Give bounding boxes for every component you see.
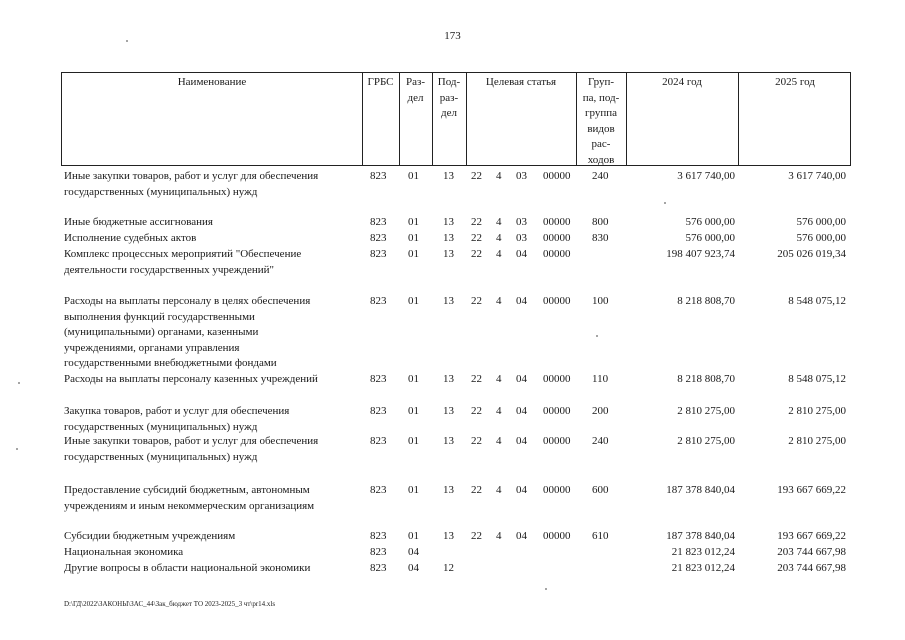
row-cs-complex: 03 bbox=[516, 170, 527, 182]
row-cs-complex: 04 bbox=[516, 373, 527, 385]
row-vid: 110 bbox=[592, 373, 609, 385]
row-cs-direction: 00000 bbox=[543, 170, 571, 182]
header-2024: 2024 год bbox=[662, 76, 702, 88]
row-cs-complex: 04 bbox=[516, 530, 527, 542]
row-name bbox=[64, 404, 359, 435]
row-name-line: Субсидии бюджетным учреждениям bbox=[64, 530, 236, 542]
row-cs-type: 4 bbox=[496, 170, 502, 182]
row-cs-direction: 00000 bbox=[543, 435, 571, 447]
row-amount-2024: 187 378 840,04 bbox=[666, 484, 735, 496]
row-cs-direction: 00000 bbox=[543, 295, 571, 307]
row-cs-type: 4 bbox=[496, 248, 502, 260]
row-grbs: 823 bbox=[370, 170, 387, 182]
row-amount-2024: 576 000,00 bbox=[685, 216, 735, 228]
row-amount-2024: 187 378 840,04 bbox=[666, 530, 735, 542]
header-vid bbox=[576, 75, 626, 168]
row-name-line: выполнения функций государственными bbox=[64, 310, 255, 323]
row-name-line: Иные бюджетные ассигнования bbox=[64, 216, 213, 228]
row-name-line: государственных (муниципальных) нужд bbox=[64, 450, 258, 463]
row-podrazdel: 13 bbox=[443, 170, 454, 182]
row-grbs: 823 bbox=[370, 484, 387, 496]
row-grbs: 823 bbox=[370, 546, 387, 558]
row-grbs: 823 bbox=[370, 295, 387, 307]
row-name-line: Другие вопросы в области национальной экономики bbox=[64, 562, 311, 574]
row-cs-direction: 00000 bbox=[543, 484, 571, 496]
row-cs-complex: 04 bbox=[516, 295, 527, 307]
row-cs-type: 4 bbox=[496, 295, 502, 307]
row-podrazdel: 13 bbox=[443, 530, 454, 542]
row-name bbox=[64, 294, 359, 372]
row-vid: 830 bbox=[592, 232, 609, 244]
row-cs-type: 4 bbox=[496, 232, 502, 244]
row-razdel: 01 bbox=[408, 248, 419, 260]
row-cs-complex: 04 bbox=[516, 405, 527, 417]
row-cs-program: 22 bbox=[471, 405, 482, 417]
row-amount-2025: 203 744 667,98 bbox=[777, 562, 846, 574]
row-cs-program: 22 bbox=[471, 530, 482, 542]
row-cs-program: 22 bbox=[471, 295, 482, 307]
row-name-line: Национальная экономика bbox=[64, 546, 184, 558]
row-cs-complex: 04 bbox=[516, 435, 527, 447]
header-vid-line: рас- bbox=[591, 138, 611, 150]
row-cs-program: 22 bbox=[471, 232, 482, 244]
row-podrazdel: 13 bbox=[443, 295, 454, 307]
row-name-line: Расходы на выплаты персоналу казенных учреждений bbox=[64, 373, 318, 385]
row-name-line: учреждениями, органами управления bbox=[64, 341, 240, 354]
row-cs-direction: 00000 bbox=[543, 216, 571, 228]
row-amount-2025: 205 026 019,34 bbox=[777, 248, 846, 260]
row-razdel: 01 bbox=[408, 232, 419, 244]
scan-speck bbox=[126, 40, 128, 42]
scan-speck bbox=[18, 382, 20, 384]
row-name-line: Закупка товаров, работ и услуг для обеспечения bbox=[64, 405, 290, 417]
row-vid: 800 bbox=[592, 216, 609, 228]
row-amount-2025: 203 744 667,98 bbox=[777, 546, 846, 558]
row-cs-direction: 00000 bbox=[543, 405, 571, 417]
header-podrazdel-line: дел bbox=[441, 107, 457, 119]
header-podrazdel-line: раз- bbox=[439, 91, 459, 104]
row-grbs: 823 bbox=[370, 248, 387, 260]
row-cs-complex: 03 bbox=[516, 216, 527, 228]
row-podrazdel: 13 bbox=[443, 216, 454, 228]
row-podrazdel: 13 bbox=[443, 248, 454, 260]
row-podrazdel: 13 bbox=[443, 435, 454, 447]
row-razdel: 01 bbox=[408, 405, 419, 417]
row-grbs: 823 bbox=[370, 232, 387, 244]
row-cs-program: 22 bbox=[471, 484, 482, 496]
row-name bbox=[64, 215, 359, 231]
row-cs-type: 4 bbox=[496, 530, 502, 542]
row-cs-direction: 00000 bbox=[543, 530, 571, 542]
row-name bbox=[64, 483, 359, 514]
row-amount-2024: 8 218 808,70 bbox=[677, 373, 735, 385]
row-name bbox=[64, 372, 359, 388]
row-grbs: 823 bbox=[370, 405, 387, 417]
row-cs-type: 4 bbox=[496, 484, 502, 496]
row-podrazdel: 13 bbox=[443, 232, 454, 244]
row-razdel: 01 bbox=[408, 295, 419, 307]
row-name bbox=[64, 247, 359, 278]
header-vid-line: Груп- bbox=[587, 76, 615, 88]
row-name-line: деятельности государственных учреждений" bbox=[64, 263, 275, 276]
header-2025: 2025 год bbox=[775, 76, 815, 88]
page-number: 173 bbox=[444, 30, 461, 42]
row-amount-2025: 2 810 275,00 bbox=[788, 435, 846, 447]
scan-speck bbox=[596, 335, 598, 337]
row-grbs: 823 bbox=[370, 562, 387, 574]
row-vid: 600 bbox=[592, 484, 609, 496]
header-vid-line: видов bbox=[587, 122, 615, 135]
row-cs-type: 4 bbox=[496, 435, 502, 447]
file-path-footer: D:\ГД\2022\ЗАКОНЫ\ЗАС_44\Зак_бюджет ТО 2023-2025_3 чт\pr14.xls bbox=[64, 600, 276, 608]
row-cs-complex: 04 bbox=[516, 484, 527, 496]
row-grbs: 823 bbox=[370, 435, 387, 447]
row-cs-program: 22 bbox=[471, 216, 482, 228]
row-cs-type: 4 bbox=[496, 405, 502, 417]
row-name bbox=[64, 434, 359, 465]
row-name-line: государственных (муниципальных) нужд bbox=[64, 185, 258, 198]
header-vid-line: группа bbox=[584, 107, 618, 119]
row-cs-program: 22 bbox=[471, 170, 482, 182]
scan-speck bbox=[16, 448, 18, 450]
row-name-line: Предоставление субсидий бюджетным, автономным bbox=[64, 484, 310, 496]
row-name-line: (муниципальными) органами, казенными bbox=[64, 326, 259, 338]
row-amount-2025: 3 617 740,00 bbox=[788, 170, 846, 182]
row-name-line: государственными внебюджетными фондами bbox=[64, 357, 277, 369]
row-amount-2025: 2 810 275,00 bbox=[788, 405, 846, 417]
row-podrazdel: 13 bbox=[443, 373, 454, 385]
row-amount-2024: 8 218 808,70 bbox=[677, 295, 735, 307]
row-amount-2024: 21 823 012,24 bbox=[671, 562, 735, 574]
row-podrazdel: 12 bbox=[443, 562, 454, 574]
row-name bbox=[64, 529, 359, 545]
row-vid: 200 bbox=[592, 405, 609, 417]
row-amount-2025: 193 667 669,22 bbox=[777, 484, 846, 496]
row-podrazdel: 13 bbox=[443, 484, 454, 496]
row-grbs: 823 bbox=[370, 530, 387, 542]
row-amount-2024: 198 407 923,74 bbox=[666, 248, 735, 260]
header-name: Наименование bbox=[177, 76, 247, 88]
row-amount-2025: 576 000,00 bbox=[796, 232, 846, 244]
header-podrazdel-line: Под- bbox=[437, 76, 461, 88]
row-cs-direction: 00000 bbox=[543, 373, 571, 385]
row-amount-2025: 193 667 669,22 bbox=[777, 530, 846, 542]
row-cs-program: 22 bbox=[471, 373, 482, 385]
header-podrazdel bbox=[432, 75, 466, 122]
header-razdel-line: дел bbox=[407, 91, 424, 104]
row-name-line: Иные закупки товаров, работ и услуг для обеспечения bbox=[64, 170, 319, 182]
header-vid-line: ходов bbox=[587, 153, 615, 166]
row-podrazdel: 13 bbox=[443, 405, 454, 417]
row-name bbox=[64, 561, 359, 577]
row-name-line: Расходы на выплаты персоналу в целях обеспечения bbox=[64, 295, 311, 307]
row-cs-type: 4 bbox=[496, 216, 502, 228]
row-amount-2024: 2 810 275,00 bbox=[677, 435, 735, 447]
row-cs-complex: 04 bbox=[516, 248, 527, 260]
row-vid: 240 bbox=[592, 435, 609, 447]
row-name-line: Исполнение судебных актов bbox=[64, 232, 197, 244]
row-razdel: 01 bbox=[408, 435, 419, 447]
row-cs-complex: 03 bbox=[516, 232, 527, 244]
row-razdel: 01 bbox=[408, 170, 419, 182]
row-amount-2024: 576 000,00 bbox=[685, 232, 735, 244]
header-vid-line: па, под- bbox=[582, 91, 620, 104]
row-razdel: 01 bbox=[408, 373, 419, 385]
row-razdel: 01 bbox=[408, 484, 419, 496]
table-header bbox=[61, 72, 851, 166]
row-cs-program: 22 bbox=[471, 435, 482, 447]
row-vid: 240 bbox=[592, 170, 609, 182]
row-razdel: 04 bbox=[408, 546, 419, 558]
row-amount-2024: 2 810 275,00 bbox=[677, 405, 735, 417]
row-razdel: 01 bbox=[408, 530, 419, 542]
row-name-line: государственных (муниципальных) нужд bbox=[64, 420, 258, 433]
scan-speck bbox=[545, 588, 547, 590]
row-vid: 610 bbox=[592, 530, 609, 542]
row-cs-direction: 00000 bbox=[543, 248, 571, 260]
header-razdel bbox=[399, 75, 432, 106]
row-grbs: 823 bbox=[370, 216, 387, 228]
row-name bbox=[64, 231, 359, 247]
header-grbs: ГРБС bbox=[367, 76, 394, 88]
row-amount-2024: 21 823 012,24 bbox=[671, 546, 735, 558]
row-name-line: Комплекс процессных мероприятий "Обеспечение bbox=[64, 248, 302, 260]
row-cs-program: 22 bbox=[471, 248, 482, 260]
row-amount-2025: 8 548 075,12 bbox=[788, 295, 846, 307]
row-cs-type: 4 bbox=[496, 373, 502, 385]
row-name bbox=[64, 169, 359, 200]
header-celevaya: Целевая статья bbox=[485, 76, 557, 88]
row-cs-direction: 00000 bbox=[543, 232, 571, 244]
row-amount-2025: 576 000,00 bbox=[796, 216, 846, 228]
row-amount-2024: 3 617 740,00 bbox=[677, 170, 735, 182]
row-name-line: учреждениям и иным некоммерческим организациям bbox=[64, 499, 315, 512]
row-razdel: 04 bbox=[408, 562, 419, 574]
scan-speck bbox=[664, 202, 666, 204]
row-vid: 100 bbox=[592, 295, 609, 307]
row-razdel: 01 bbox=[408, 216, 419, 228]
row-amount-2025: 8 548 075,12 bbox=[788, 373, 846, 385]
row-name-line: Иные закупки товаров, работ и услуг для обеспечения bbox=[64, 435, 319, 447]
row-name bbox=[64, 545, 359, 561]
row-grbs: 823 bbox=[370, 373, 387, 385]
header-razdel-line: Раз- bbox=[405, 76, 425, 88]
